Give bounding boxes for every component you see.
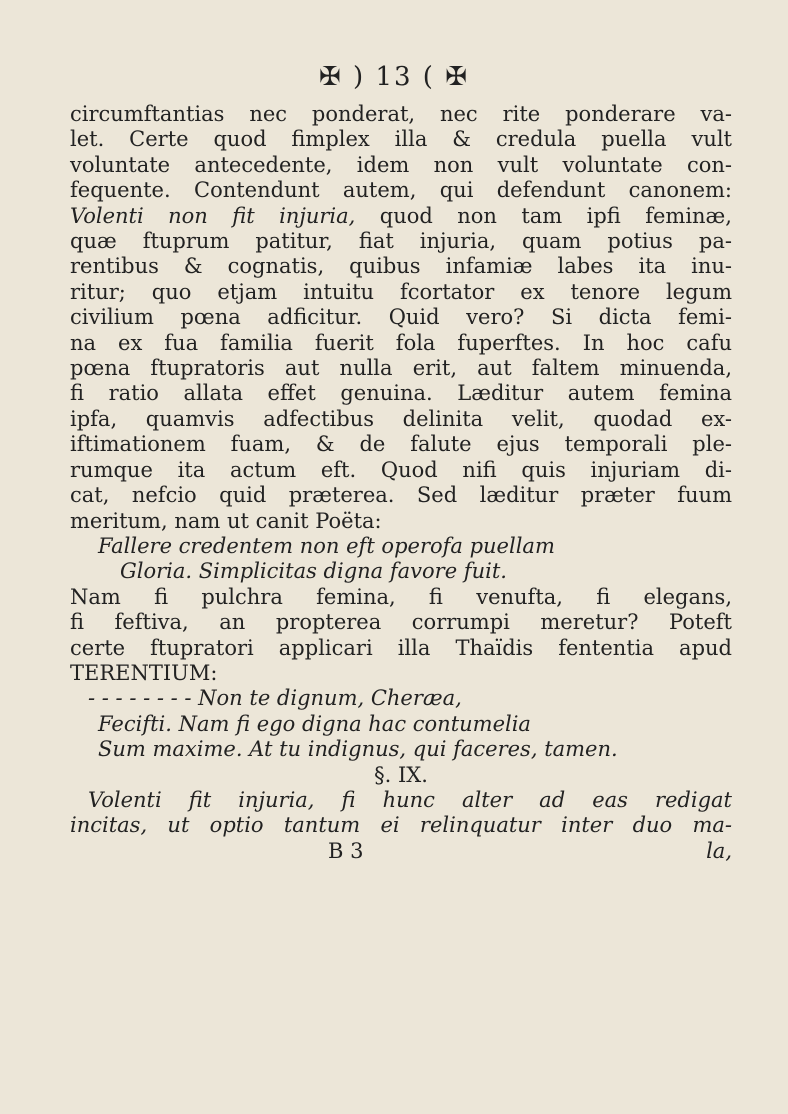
page-header — [0, 62, 788, 92]
text-line: circumftantias nec ponderat, nec rite ponderare va- — [70, 102, 732, 126]
section-heading: §. IX. — [374, 762, 428, 787]
text-line: Volenti fit injuria, fi hunc alter ad eas redigat — [88, 787, 732, 812]
signature-mark: B 3 — [328, 838, 364, 863]
verse-line: Sum maxime. At tu indignus, qui faceres, tamen. — [98, 737, 618, 762]
verse-line: Fallere credentem non eft operofa puellam — [98, 533, 555, 558]
text-line: TERENTIUM: — [70, 660, 218, 685]
text-line: incitas, ut optio tantum ei relinquatur inter duo ma- — [70, 813, 732, 838]
text-line: meritum, nam ut canit Poëta: — [70, 508, 382, 533]
text-fragment: quod non tam ipfi feminæ, — [379, 203, 732, 228]
text-line: quæ ftuprum patitur, fiat injuria, quam potius pa- — [70, 229, 732, 254]
text-line: fi ratio allata effet genuina. Læditur autem femina — [70, 381, 732, 406]
verse-line: - - - - - - - - Non te dignum, Cheræa, — [88, 686, 462, 711]
ornament-right-icon: ✠ — [445, 62, 470, 92]
text-line: pœna ftupratoris aut nulla erit, aut faltem minuenda, — [70, 356, 732, 381]
verse-line: Fecifti. Nam fi ego digna hac contumelia — [98, 711, 531, 736]
text-line: Nam fi pulchra femina, fi venufta, fi elegans, — [70, 584, 732, 609]
text-line: cat, nefcio quid prætereа. Sed læditur præter fuum — [70, 483, 732, 508]
main-text — [70, 102, 732, 864]
text-line — [70, 204, 732, 229]
text-line: fi feftiva, an propterea corrumpi meretur? Poteft — [70, 610, 732, 635]
page-number: ) 13 ( — [353, 62, 435, 92]
italic-phrase: Volenti non fit injuria, — [70, 203, 356, 228]
text-line: voluntate antecedente, idem non vult voluntate con- — [70, 152, 732, 177]
text-line: civilium pœna adficitur. Quid vero? Si dicta femi- — [70, 305, 732, 330]
text-line: ritur; quo etjam intuitu fcortator ex tenore legum — [70, 279, 732, 304]
ornament-left-icon: ✠ — [318, 62, 343, 92]
text-line: rentibus & cognatis, quibus infamiæ labes ita inu- — [70, 254, 732, 279]
text-line: let. Certe quod fimplex illa & credula puella vult — [70, 127, 732, 152]
text-line: certe ftupratori applicari illa Thaïdis fententia apud — [70, 635, 732, 660]
text-line: ipfa, quamvis adfectibus delinita velit, quodad ex- — [70, 406, 732, 431]
text-line: na ex fua familia fuerit fola fuperftes. In hoc cafu — [70, 330, 732, 355]
text-line: fequente. Contendunt autem, qui defendunt canonem: — [70, 178, 732, 203]
verse-line: Gloria. Simplicitas digna favore fuit. — [120, 559, 507, 584]
page-footer — [70, 839, 732, 864]
text-line: iftimationem fuam, & de falute ejus temporali ple- — [70, 432, 732, 457]
text-line: rumque ita actum eft. Quod nifi quis injuriam di- — [70, 457, 732, 482]
catchword: la, — [706, 838, 732, 863]
